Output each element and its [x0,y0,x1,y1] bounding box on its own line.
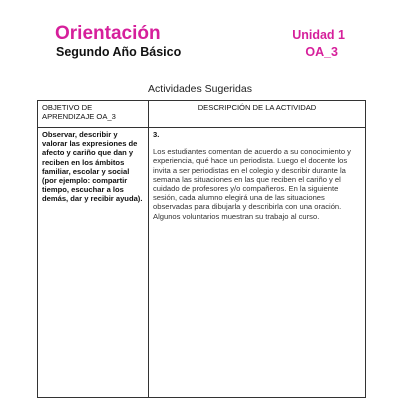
activity-text: Los estudiantes comentan de acuerdo a su conocimiento y experiencia, qué hace un periodista. Luego el docente los invita a ser periodistas en el colegio y describir durante la semana las situaciones en las que reciben el cariño y el cuidado de profesores y/o compañeros. En la siguiente sesión, cada alumno elegirá una de las situaciones observadas para dibujarla y describirla con una oración. Algunos voluntarios muestran su trabajo al curso. [153,147,351,221]
objective-column-header: OBJETIVO DE APRENDIZAJE OA_3 [38,101,149,128]
activities-table [37,100,366,398]
description-column-header: DESCRIPCIÓN DE LA ACTIVIDAD [149,101,366,128]
table-header-row [38,101,366,128]
oa-code: OA_3 [305,45,338,59]
subject-title: Orientación [55,23,161,44]
activity-number: 3. [153,130,160,139]
objective-cell [38,128,149,398]
unit-label: Unidad 1 [292,28,345,42]
description-cell [149,128,366,398]
grade-level: Segundo Año Básico [56,45,182,59]
section-title: Actividades Sugeridas [148,83,252,95]
objective-text: Observar, describir y valorar las expresiones de afecto y cariño que dan y reciben en los ámbitos familiar, escolar y social (por ejemplo: compartir tiempo, escuchar a los demás, dar y recibir ayuda). [42,130,143,204]
table-row [38,128,366,398]
